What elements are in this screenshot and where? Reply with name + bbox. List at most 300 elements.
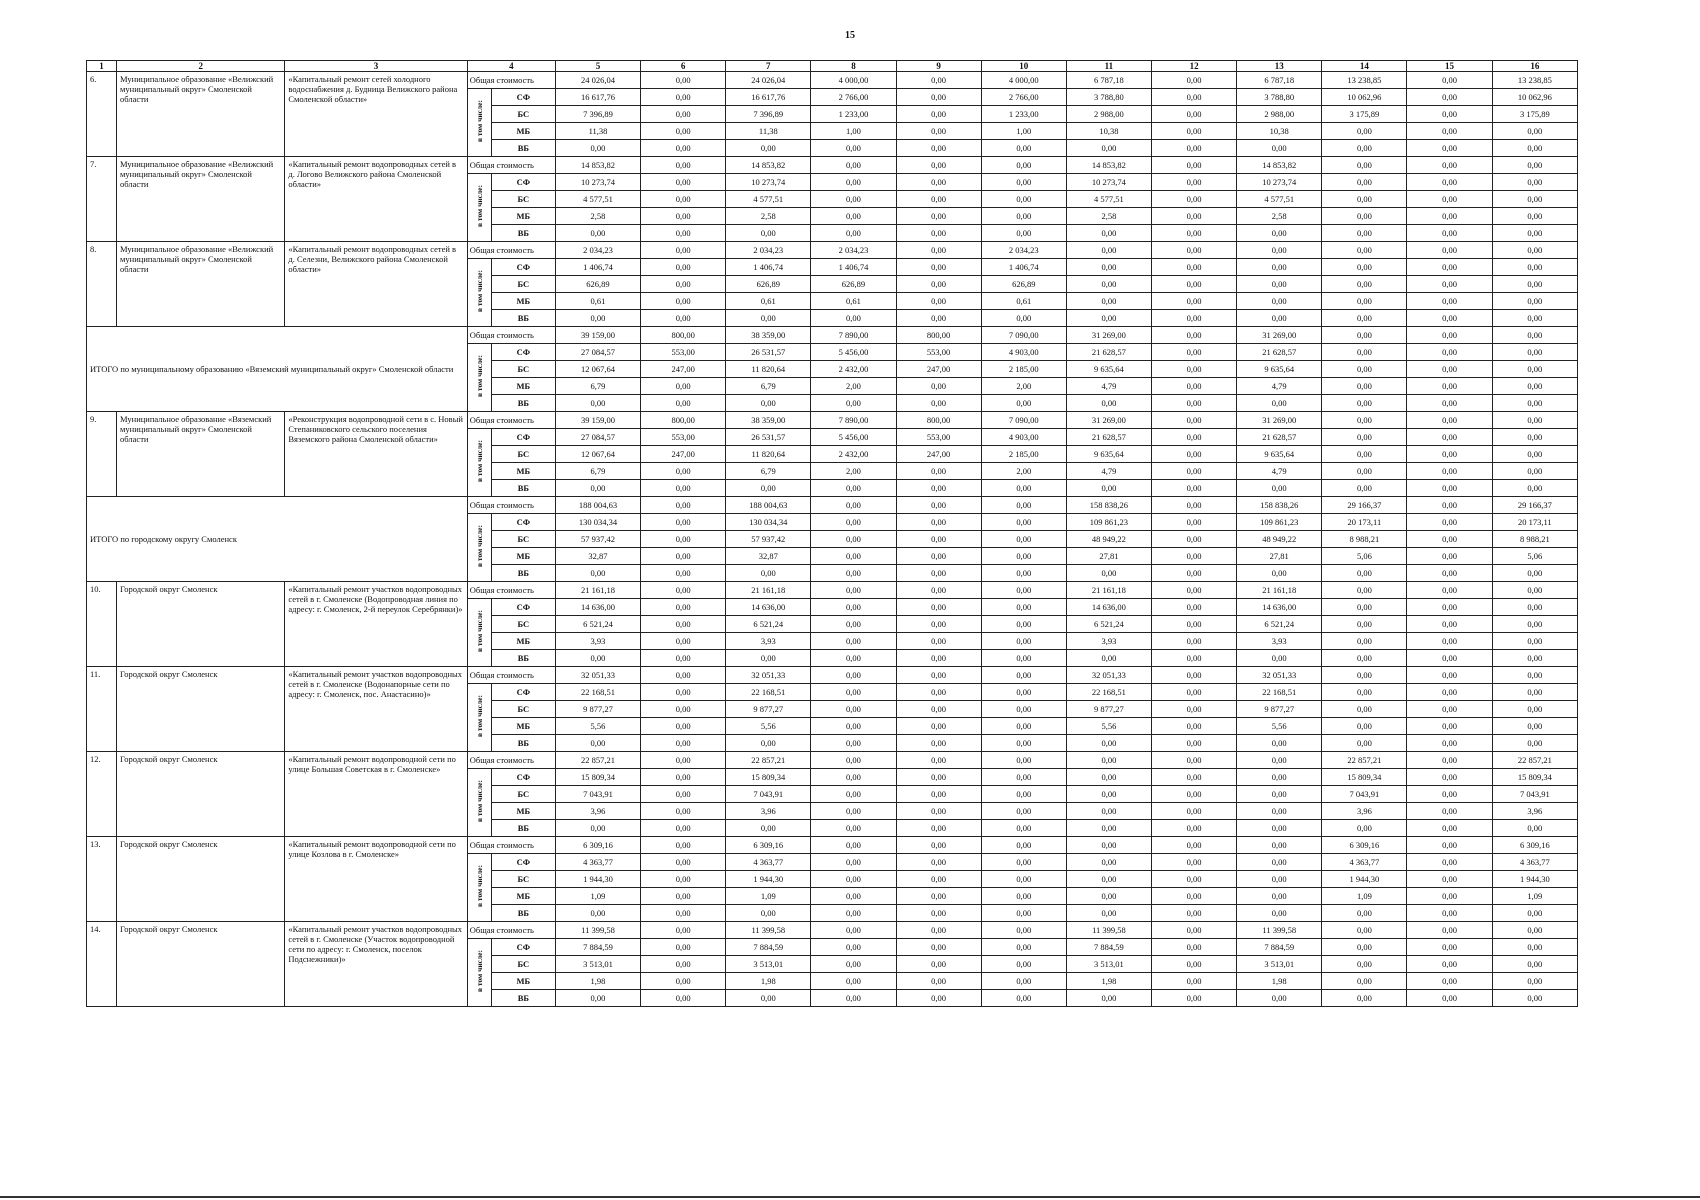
value-cell: 7 884,59 [555,939,640,956]
source-label: БС [491,956,555,973]
value-cell: 29 166,37 [1492,497,1577,514]
value-cell: 29 166,37 [1322,497,1407,514]
including-label: в том числе: [474,780,484,823]
value-cell: 0,00 [1322,667,1407,684]
value-cell: 0,00 [1152,616,1237,633]
value-cell: 0,00 [641,803,726,820]
source-label: ВБ [491,735,555,752]
total-cost-label: Общая стоимость [467,72,555,89]
value-cell: 0,00 [1237,752,1322,769]
value-cell: 0,00 [981,922,1066,939]
value-cell: 0,00 [1492,939,1577,956]
value-cell: 0,00 [555,565,640,582]
value-cell: 4 577,51 [555,191,640,208]
value-cell: 0,00 [1322,225,1407,242]
value-cell: 2 766,00 [981,89,1066,106]
value-cell: 0,00 [1407,735,1492,752]
table-body [87,61,1578,1007]
value-cell: 1,98 [726,973,811,990]
value-cell: 24 026,04 [726,72,811,89]
value-cell: 0,00 [641,259,726,276]
source-label: СФ [491,684,555,701]
value-cell: 0,00 [726,650,811,667]
column-number: 15 [1407,61,1492,72]
value-cell: 0,00 [1066,225,1151,242]
value-cell: 553,00 [641,429,726,446]
total-title: ИТОГО по муниципальному образованию «Вяземский муниципальный округ» Смоленской области [87,327,468,412]
value-cell: 0,00 [555,140,640,157]
value-cell: 0,00 [1322,208,1407,225]
value-cell: 0,00 [896,973,981,990]
value-cell: 0,00 [1322,191,1407,208]
row-number: 10. [87,582,117,667]
value-cell: 0,00 [811,956,896,973]
value-cell: 0,00 [1152,429,1237,446]
value-cell: 5,56 [1237,718,1322,735]
bottom-rule [0,1196,1700,1198]
value-cell: 0,00 [1322,582,1407,599]
value-cell: 32,87 [555,548,640,565]
value-cell: 0,00 [555,395,640,412]
value-cell: 0,00 [641,956,726,973]
value-cell: 0,00 [1407,667,1492,684]
value-cell: 0,00 [1407,310,1492,327]
value-cell: 10 062,96 [1492,89,1577,106]
value-cell: 10 273,74 [555,174,640,191]
value-cell: 3,93 [555,633,640,650]
value-cell: 0,00 [1492,361,1577,378]
value-cell: 0,00 [1237,259,1322,276]
value-cell: 4,79 [1066,463,1151,480]
source-label: МБ [491,293,555,310]
value-cell: 0,00 [641,684,726,701]
value-cell: 4 363,77 [1322,854,1407,871]
value-cell: 0,00 [1322,616,1407,633]
value-cell: 0,00 [641,480,726,497]
value-cell: 0,00 [1407,276,1492,293]
column-number: 8 [811,61,896,72]
source-label: МБ [491,123,555,140]
value-cell: 0,00 [981,820,1066,837]
value-cell: 0,00 [1492,463,1577,480]
value-cell: 0,00 [1152,344,1237,361]
value-cell: 0,00 [1066,259,1151,276]
value-cell: 0,00 [1322,939,1407,956]
including-label: в том числе: [474,525,484,568]
value-cell: 6 787,18 [1237,72,1322,89]
value-cell: 21 161,18 [1066,582,1151,599]
value-cell: 6,79 [726,378,811,395]
value-cell: 0,00 [555,310,640,327]
value-cell: 4 577,51 [1066,191,1151,208]
value-cell: 0,00 [641,293,726,310]
value-cell: 0,00 [1322,412,1407,429]
value-cell: 39 159,00 [555,327,640,344]
value-cell: 0,00 [1492,956,1577,973]
table-row [87,837,1578,854]
value-cell: 11 399,58 [1237,922,1322,939]
value-cell: 0,61 [726,293,811,310]
value-cell: 0,00 [1152,208,1237,225]
value-cell: 800,00 [896,327,981,344]
value-cell: 0,00 [1152,565,1237,582]
value-cell: 0,00 [1152,106,1237,123]
value-cell: 0,00 [896,157,981,174]
value-cell: 27 084,57 [555,344,640,361]
value-cell: 0,00 [896,922,981,939]
value-cell: 3 513,01 [1237,956,1322,973]
value-cell: 0,00 [811,990,896,1007]
source-label: ВБ [491,310,555,327]
value-cell: 14 636,00 [726,599,811,616]
value-cell: 0,00 [1152,259,1237,276]
value-cell: 32,87 [726,548,811,565]
value-cell: 0,00 [811,157,896,174]
value-cell: 7 043,91 [726,786,811,803]
value-cell: 0,00 [811,208,896,225]
value-cell: 0,00 [981,225,1066,242]
value-cell: 0,00 [1237,786,1322,803]
value-cell: 0,00 [1492,718,1577,735]
value-cell: 0,00 [981,395,1066,412]
value-cell: 7 884,59 [1066,939,1151,956]
source-label: БС [491,361,555,378]
value-cell: 0,00 [1407,463,1492,480]
value-cell: 0,00 [1152,174,1237,191]
value-cell: 0,00 [1152,327,1237,344]
value-cell: 0,00 [641,939,726,956]
source-label: СФ [491,599,555,616]
value-cell: 0,00 [811,514,896,531]
value-cell: 0,00 [1407,72,1492,89]
value-cell: 0,00 [726,310,811,327]
including-label-cell [467,89,491,157]
value-cell: 32 051,33 [1066,667,1151,684]
value-cell: 0,00 [981,497,1066,514]
value-cell: 0,00 [981,871,1066,888]
value-cell: 2 988,00 [1237,106,1322,123]
value-cell: 0,00 [896,463,981,480]
value-cell: 0,00 [555,820,640,837]
value-cell: 0,00 [1492,599,1577,616]
value-cell: 20 173,11 [1492,514,1577,531]
value-cell: 0,00 [641,650,726,667]
including-label-cell [467,259,491,327]
value-cell: 0,00 [1152,276,1237,293]
value-cell: 0,00 [1322,123,1407,140]
value-cell: 0,00 [1492,293,1577,310]
value-cell: 0,00 [1152,922,1237,939]
object-name: «Капитальный ремонт водопроводной сети по улице Козлова в г. Смоленске» [285,837,467,922]
column-number: 9 [896,61,981,72]
municipality-name: Муниципальное образование «Вяземский муниципальный округ» Смоленской области [117,412,285,497]
value-cell: 0,00 [981,191,1066,208]
value-cell: 0,00 [1152,191,1237,208]
value-cell: 0,00 [981,565,1066,582]
value-cell: 0,00 [1152,820,1237,837]
value-cell: 0,00 [1492,429,1577,446]
value-cell: 0,00 [811,650,896,667]
value-cell: 0,00 [1152,361,1237,378]
value-cell: 0,00 [1066,786,1151,803]
value-cell: 31 269,00 [1237,327,1322,344]
source-label: МБ [491,718,555,735]
value-cell: 0,00 [811,225,896,242]
value-cell: 22 857,21 [1492,752,1577,769]
value-cell: 0,00 [896,514,981,531]
value-cell: 0,00 [811,480,896,497]
value-cell: 57 937,42 [726,531,811,548]
value-cell: 109 861,23 [1237,514,1322,531]
value-cell: 0,00 [1322,429,1407,446]
value-cell: 0,00 [981,718,1066,735]
value-cell: 0,00 [726,480,811,497]
value-cell: 0,00 [1066,735,1151,752]
value-cell: 0,00 [1152,395,1237,412]
value-cell: 2,58 [726,208,811,225]
value-cell: 0,00 [1237,140,1322,157]
value-cell: 0,00 [1152,514,1237,531]
including-label: в том числе: [474,185,484,228]
value-cell: 0,00 [1152,667,1237,684]
value-cell: 10 273,74 [1066,174,1151,191]
value-cell: 0,00 [811,888,896,905]
value-cell: 0,00 [896,123,981,140]
value-cell: 0,00 [641,735,726,752]
including-label-cell [467,514,491,582]
value-cell: 0,00 [1322,480,1407,497]
source-label: МБ [491,463,555,480]
value-cell: 0,00 [1066,837,1151,854]
value-cell: 553,00 [896,344,981,361]
value-cell: 0,00 [981,735,1066,752]
value-cell: 14 853,82 [1237,157,1322,174]
value-cell: 9 877,27 [1237,701,1322,718]
value-cell: 4 577,51 [726,191,811,208]
value-cell: 6 521,24 [1066,616,1151,633]
value-cell: 553,00 [641,344,726,361]
value-cell: 0,00 [1066,565,1151,582]
column-number: 1 [87,61,117,72]
value-cell: 7 396,89 [555,106,640,123]
value-cell: 0,00 [1237,871,1322,888]
value-cell: 0,00 [555,225,640,242]
value-cell: 0,00 [555,990,640,1007]
value-cell: 0,00 [811,803,896,820]
value-cell: 626,89 [981,276,1066,293]
column-number: 4 [467,61,555,72]
value-cell: 7 043,91 [1492,786,1577,803]
value-cell: 0,00 [981,854,1066,871]
value-cell: 0,00 [1407,650,1492,667]
value-cell: 0,00 [1322,259,1407,276]
value-cell: 0,00 [1322,344,1407,361]
source-label: МБ [491,973,555,990]
value-cell: 0,00 [1322,565,1407,582]
value-cell: 0,00 [1407,89,1492,106]
value-cell: 0,00 [981,480,1066,497]
value-cell: 9 877,27 [726,701,811,718]
value-cell: 626,89 [726,276,811,293]
value-cell: 0,00 [641,225,726,242]
value-cell: 6 309,16 [555,837,640,854]
value-cell: 0,00 [726,905,811,922]
value-cell: 0,00 [1492,735,1577,752]
value-cell: 14 636,00 [1237,599,1322,616]
value-cell: 1 944,30 [1492,871,1577,888]
value-cell: 0,00 [811,582,896,599]
source-label: СФ [491,89,555,106]
value-cell: 0,00 [981,684,1066,701]
value-cell: 22 168,51 [555,684,640,701]
value-cell: 0,00 [1407,820,1492,837]
value-cell: 0,00 [1407,242,1492,259]
row-number: 6. [87,72,117,157]
value-cell: 0,00 [896,225,981,242]
value-cell: 1,98 [1237,973,1322,990]
value-cell: 0,00 [641,769,726,786]
source-label: МБ [491,208,555,225]
value-cell: 5 456,00 [811,344,896,361]
value-cell: 10,38 [1237,123,1322,140]
value-cell: 0,00 [811,752,896,769]
value-cell: 0,00 [896,786,981,803]
value-cell: 0,00 [1322,293,1407,310]
value-cell: 0,00 [1407,157,1492,174]
value-cell: 0,00 [811,174,896,191]
object-name: «Капитальный ремонт сетей холодного водоснабжения д. Будница Велижского района Смоленской области» [285,72,467,157]
value-cell: 0,00 [1407,106,1492,123]
value-cell: 0,00 [1407,361,1492,378]
value-cell: 0,00 [981,939,1066,956]
value-cell: 247,00 [896,446,981,463]
value-cell: 31 269,00 [1066,327,1151,344]
value-cell: 0,00 [1492,616,1577,633]
value-cell: 2 034,23 [726,242,811,259]
value-cell: 0,00 [641,786,726,803]
including-label: в том числе: [474,270,484,313]
value-cell: 0,00 [1152,89,1237,106]
value-cell: 15 809,34 [726,769,811,786]
budget-table [86,60,1578,1007]
value-cell: 130 034,34 [555,514,640,531]
value-cell: 0,00 [1492,905,1577,922]
value-cell: 0,00 [1407,565,1492,582]
value-cell: 3 175,89 [1322,106,1407,123]
value-cell: 9 635,64 [1066,446,1151,463]
value-cell: 14 853,82 [726,157,811,174]
source-label: ВБ [491,650,555,667]
value-cell: 0,00 [641,157,726,174]
value-cell: 0,00 [641,531,726,548]
value-cell: 0,00 [811,531,896,548]
value-cell: 0,00 [641,497,726,514]
value-cell: 1,98 [555,973,640,990]
value-cell: 0,00 [811,735,896,752]
value-cell: 0,00 [1237,276,1322,293]
value-cell: 0,00 [1237,905,1322,922]
value-cell: 2 034,23 [811,242,896,259]
source-label: СФ [491,769,555,786]
value-cell: 0,00 [1407,514,1492,531]
value-cell: 2 034,23 [555,242,640,259]
value-cell: 3 788,80 [1066,89,1151,106]
value-cell: 27,81 [1066,548,1151,565]
value-cell: 0,00 [1322,276,1407,293]
value-cell: 0,00 [896,174,981,191]
value-cell: 2 034,23 [981,242,1066,259]
value-cell: 3 513,01 [1066,956,1151,973]
value-cell: 0,00 [555,735,640,752]
value-cell: 0,00 [1066,242,1151,259]
object-name: «Капитальный ремонт участков водопроводных сетей в г. Смоленске (Водопроводная линия по адресу: г. Смоленск, 2-й переулок Серебрянки)» [285,582,467,667]
value-cell: 0,00 [1492,225,1577,242]
value-cell: 0,00 [896,633,981,650]
value-cell: 0,00 [896,310,981,327]
value-cell: 0,00 [1152,973,1237,990]
value-cell: 0,00 [1322,820,1407,837]
value-cell: 0,00 [896,72,981,89]
value-cell: 0,00 [1322,157,1407,174]
value-cell: 0,00 [896,956,981,973]
value-cell: 0,00 [1322,718,1407,735]
value-cell: 0,61 [981,293,1066,310]
value-cell: 1,00 [811,123,896,140]
value-cell: 0,00 [1152,905,1237,922]
source-label: СФ [491,174,555,191]
value-cell: 11,38 [555,123,640,140]
including-label: в том числе: [474,950,484,993]
value-cell: 0,00 [981,990,1066,1007]
value-cell: 0,00 [1492,412,1577,429]
value-cell: 0,00 [811,310,896,327]
source-label: СФ [491,939,555,956]
value-cell: 0,00 [896,293,981,310]
value-cell: 0,00 [641,395,726,412]
value-cell: 0,00 [1407,803,1492,820]
value-cell: 0,00 [896,701,981,718]
value-cell: 3,93 [726,633,811,650]
value-cell: 0,00 [981,956,1066,973]
value-cell: 2,00 [981,378,1066,395]
value-cell: 0,00 [1407,480,1492,497]
value-cell: 158 838,26 [1066,497,1151,514]
value-cell: 0,00 [1407,973,1492,990]
value-cell: 0,00 [1407,922,1492,939]
value-cell: 0,00 [981,701,1066,718]
table-row [87,582,1578,599]
table-row [87,242,1578,259]
value-cell: 0,00 [1407,208,1492,225]
total-cost-label: Общая стоимость [467,157,555,174]
value-cell: 4,79 [1237,463,1322,480]
value-cell: 0,00 [981,582,1066,599]
value-cell: 7 043,91 [555,786,640,803]
column-number: 3 [285,61,467,72]
source-label: БС [491,701,555,718]
value-cell: 21 161,18 [1237,582,1322,599]
table-row [87,922,1578,939]
value-cell: 0,00 [1407,769,1492,786]
table-row [87,412,1578,429]
value-cell: 0,00 [981,157,1066,174]
value-cell: 109 861,23 [1066,514,1151,531]
source-label: ВБ [491,225,555,242]
value-cell: 0,00 [811,191,896,208]
value-cell: 13 238,85 [1492,72,1577,89]
value-cell: 9 635,64 [1237,446,1322,463]
value-cell: 0,00 [1152,854,1237,871]
